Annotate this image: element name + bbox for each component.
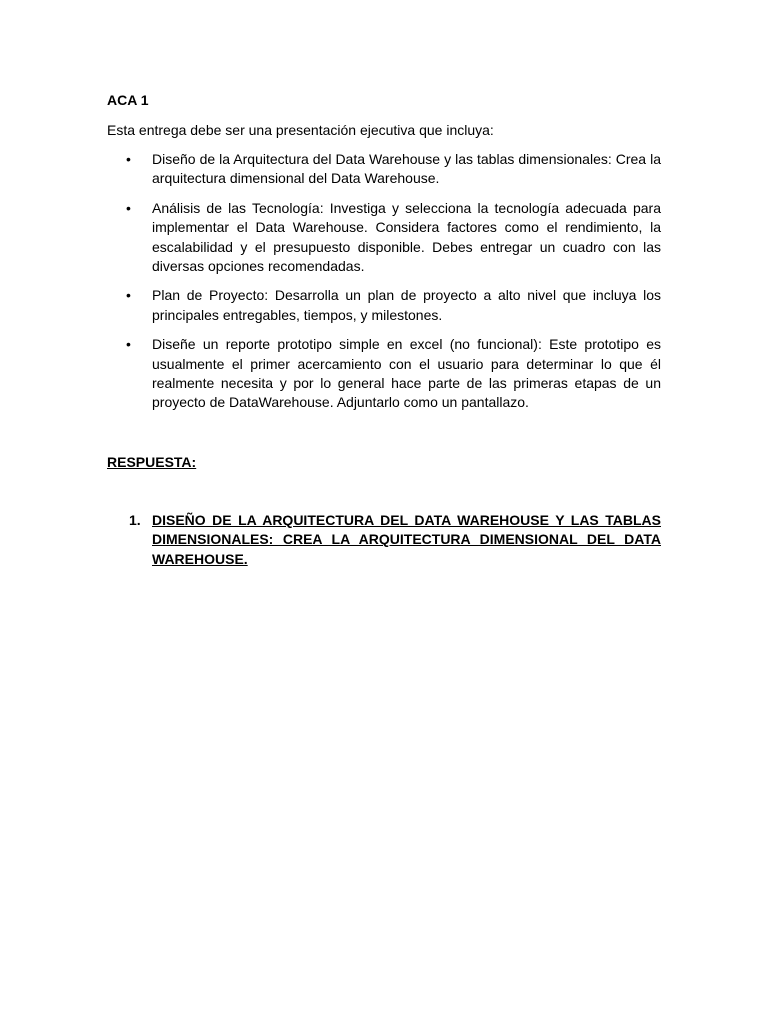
- answer-heading: RESPUESTA:: [107, 454, 197, 470]
- list-item: [107, 150, 661, 189]
- list-item-text: Diseñe un reporte prototipo simple en excel (no funcional): Este prototipo es usualmente el primer acercamiento con el usuario para determinar lo que él realmente necesita y por lo general hace parte de las primeras etapas de un proyecto de DataWarehouse. Adjuntarlo como un pantallazo.: [152, 336, 661, 411]
- bullet-icon: •: [126, 336, 131, 353]
- requirements-list: [107, 150, 661, 423]
- bullet-icon: •: [126, 151, 131, 167]
- document-title: ACA 1: [107, 92, 149, 108]
- numbered-list-item: [107, 511, 661, 569]
- list-item: [107, 199, 661, 277]
- list-item-text: Análisis de las Tecnología: Investiga y selecciona la tecnología adecuada para implementar el Data Warehouse. Considera factores como el rendimiento, la escalabilidad y el presupuesto disponible. Debes entregar un cuadro con las diversas opciones recomendadas.: [152, 199, 661, 275]
- list-item-text: Diseño de la Arquitectura del Data Warehouse y las tablas dimensionales: Crea la arquitectura dimensional del Data Warehouse.: [152, 151, 661, 187]
- item-number: 1.: [129, 512, 141, 528]
- list-item-text: Plan de Proyecto: Desarrolla un plan de proyecto a alto nivel que incluya los principales entregables, tiempos, y milestones.: [152, 287, 661, 323]
- answer-numbered-list: [107, 511, 661, 569]
- bullet-icon: •: [126, 199, 131, 216]
- bullet-icon: •: [126, 287, 131, 304]
- intro-paragraph: Esta entrega debe ser una presentación ejecutiva que incluya:: [107, 122, 494, 138]
- section-heading: DISEÑO DE LA ARQUITECTURA DEL DATA WAREHOUSE Y LAS TABLAS DIMENSIONALES: CREA LA ARQUITECTURA DIMENSIONAL DEL DATA WAREHOUSE.: [152, 512, 661, 567]
- list-item: [107, 286, 661, 325]
- list-item: [107, 335, 661, 413]
